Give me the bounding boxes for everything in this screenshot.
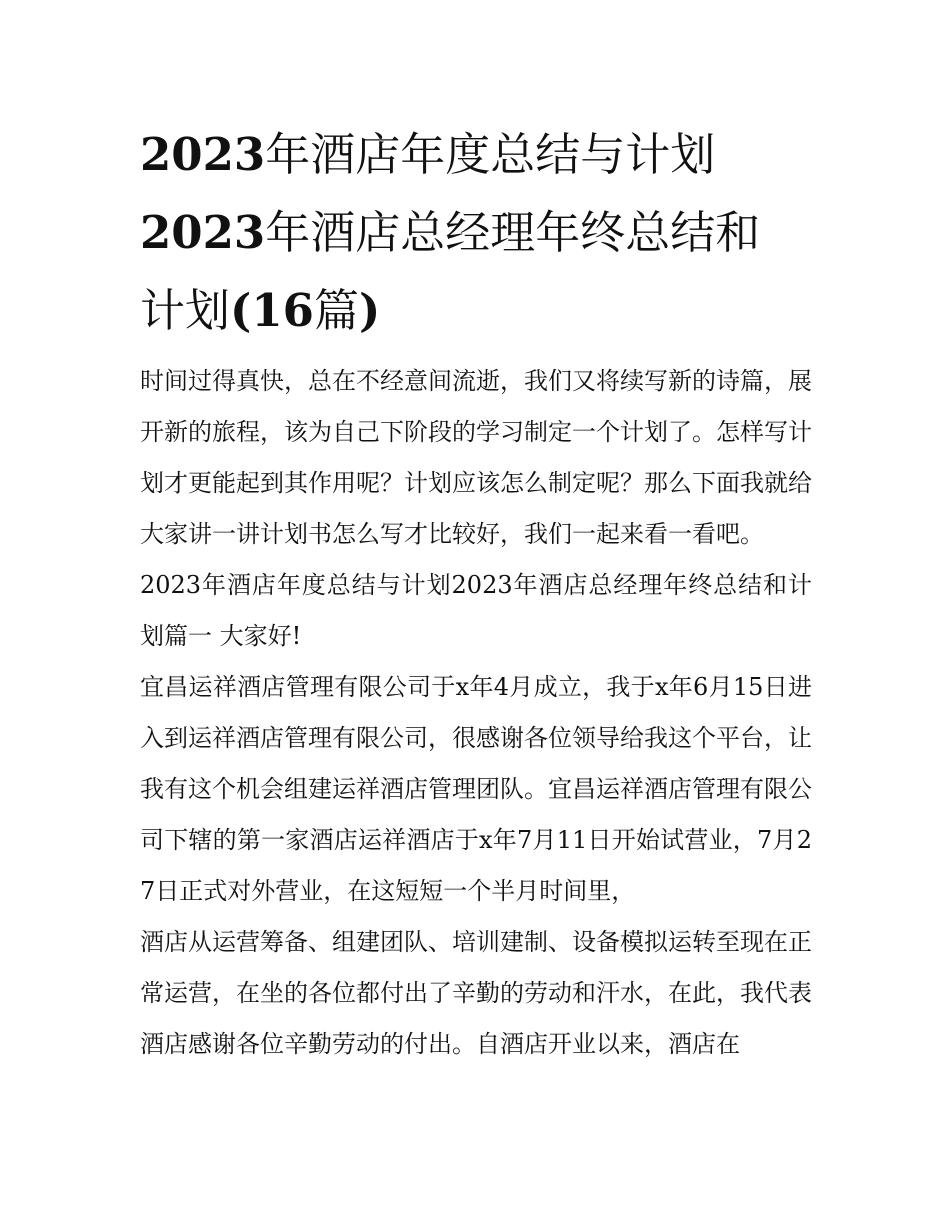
title-line-3: 计划(16篇) xyxy=(140,284,381,337)
document-title xyxy=(140,116,812,350)
intro-paragraph: 时间过得真快，总在不经意间流逝，我们又将续写新的诗篇，展开新的旅程，该为自己下阶段的学习制定一个计划了。怎样写计划才更能起到其作用呢？计划应该怎么制定呢？那么下面我就给大家讲一讲计划书怎么写才比较好，我们一起来看一看吧。 xyxy=(140,367,812,548)
body-paragraph-2: 酒店从运营筹备、组建团队、培训建制、设备模拟运转至现在正常运营，在坐的各位都付出了辛勤的劳动和汗水，在此，我代表酒店感谢各位辛勤劳动的付出。自酒店开业以来，酒店在 xyxy=(140,928,812,1058)
title-line-2: 2023年酒店总经理年终总结和 xyxy=(140,206,761,259)
body-paragraph-1: 宜昌运祥酒店管理有限公司于x年4月成立，我于x年6月15日进入到运祥酒店管理有限公司，很感谢各位领导给我这个平台，让我有这个机会组建运祥酒店管理团队。宜昌运祥酒店管理有限公司下辖的第一家酒店运祥酒店于x年7月11日开始试营业，7月27日正式对外营业，在这短短一个半月时间里， xyxy=(140,673,812,905)
section-heading-paragraph: 2023年酒店年度总结与计划2023年酒店总经理年终总结和计划篇一 大家好! xyxy=(140,571,812,650)
document-content xyxy=(140,116,812,1070)
title-line-1: 2023年酒店年度总结与计划 xyxy=(140,128,716,181)
